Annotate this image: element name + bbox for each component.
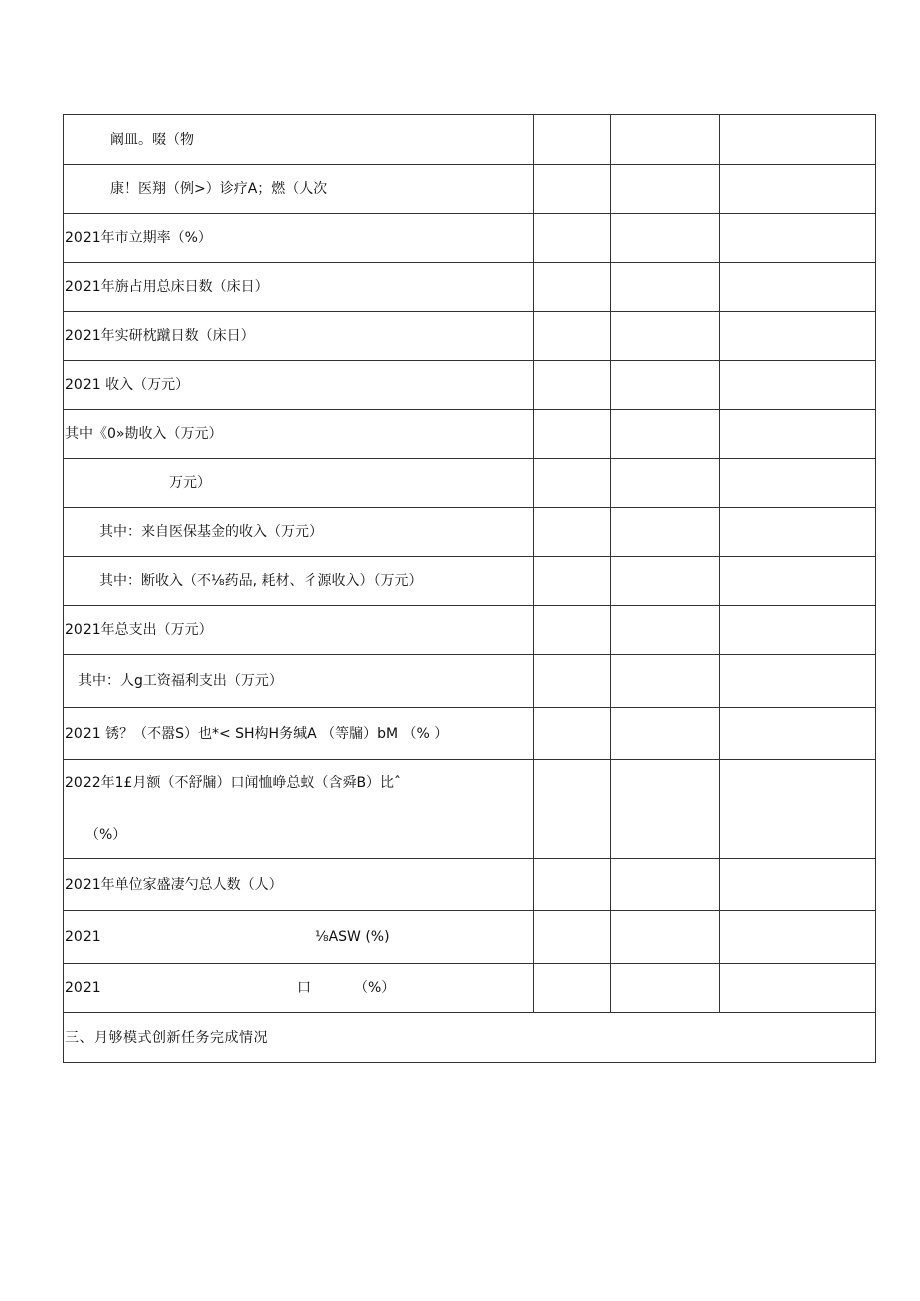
value-cell[interactable] xyxy=(534,165,611,214)
label-text: 阚皿。啜（物 xyxy=(110,131,194,148)
value-cell[interactable] xyxy=(534,760,611,859)
table-row xyxy=(64,361,876,410)
row-label xyxy=(64,410,534,459)
section-title: 三、月够模式创新任务完成情况 xyxy=(65,1029,268,1046)
label-text: 2021年旃占用总床日数（床日） xyxy=(65,279,269,295)
label-year: 2021 xyxy=(65,929,101,945)
table-row xyxy=(64,115,876,165)
row-label xyxy=(64,655,534,708)
value-cell[interactable] xyxy=(611,606,720,655)
row-label xyxy=(64,708,534,760)
table-row xyxy=(64,165,876,214)
label-year: 2021 xyxy=(65,980,101,996)
table-row xyxy=(64,410,876,459)
label-unit: （%） xyxy=(354,980,396,996)
row-label xyxy=(64,214,534,263)
value-cell[interactable] xyxy=(720,859,876,911)
value-cell[interactable] xyxy=(720,760,876,859)
row-label xyxy=(64,606,534,655)
table-row xyxy=(64,312,876,361)
table-row xyxy=(64,911,876,964)
value-cell[interactable] xyxy=(611,263,720,312)
value-cell[interactable] xyxy=(534,361,611,410)
table-row xyxy=(64,508,876,557)
value-cell[interactable] xyxy=(720,606,876,655)
label-text: ⅛ASW (%) xyxy=(315,929,390,945)
table-row xyxy=(64,859,876,911)
table-row xyxy=(64,557,876,606)
label-text: 2021 锈？（不嚣S）也*< SH构H务缄A （等牖）bM （% ） xyxy=(65,725,449,742)
value-cell[interactable] xyxy=(720,508,876,557)
value-cell[interactable] xyxy=(534,214,611,263)
row-label xyxy=(64,964,534,1013)
label-text: 其中：来自医保基金的收入（万元） xyxy=(99,524,323,540)
value-cell[interactable] xyxy=(611,312,720,361)
value-cell[interactable] xyxy=(720,410,876,459)
value-cell[interactable] xyxy=(611,859,720,911)
value-cell[interactable] xyxy=(534,115,611,165)
value-cell[interactable] xyxy=(720,361,876,410)
label-text: 2021年市立期率（%） xyxy=(65,230,212,246)
label-text: 其中《0»勘收入（万元） xyxy=(65,426,223,442)
value-cell[interactable] xyxy=(611,964,720,1013)
value-cell[interactable] xyxy=(611,557,720,606)
value-cell[interactable] xyxy=(720,165,876,214)
row-label xyxy=(64,165,534,214)
value-cell[interactable] xyxy=(720,214,876,263)
value-cell[interactable] xyxy=(534,459,611,508)
value-cell[interactable] xyxy=(534,606,611,655)
row-label xyxy=(64,557,534,606)
row-label xyxy=(64,859,534,911)
value-cell[interactable] xyxy=(534,312,611,361)
value-cell[interactable] xyxy=(534,263,611,312)
value-cell[interactable] xyxy=(611,410,720,459)
row-label xyxy=(64,459,534,508)
label-unit: （%） xyxy=(85,827,127,843)
value-cell[interactable] xyxy=(534,410,611,459)
row-label xyxy=(64,911,534,964)
value-cell[interactable] xyxy=(720,655,876,708)
table-row xyxy=(64,708,876,760)
row-label xyxy=(64,760,534,859)
row-label xyxy=(64,263,534,312)
table-row xyxy=(64,606,876,655)
value-cell[interactable] xyxy=(611,361,720,410)
value-cell[interactable] xyxy=(611,214,720,263)
section-row xyxy=(64,1013,876,1063)
row-label xyxy=(64,115,534,165)
table-row xyxy=(64,263,876,312)
value-cell[interactable] xyxy=(720,459,876,508)
label-text: 2021年总支出（万元） xyxy=(65,622,213,638)
label-text: 其中：人g工资福利支出（万元） xyxy=(78,673,283,689)
table-row xyxy=(64,760,876,859)
table-row xyxy=(64,655,876,708)
label-text: 万元） xyxy=(169,475,211,491)
table-row xyxy=(64,214,876,263)
value-cell[interactable] xyxy=(534,708,611,760)
row-label xyxy=(64,361,534,410)
label-text: 2022年1£月额（不舒牖）口闻恤峥总蚁（含舜B）比ˆ xyxy=(65,775,402,791)
value-cell[interactable] xyxy=(534,655,611,708)
value-cell[interactable] xyxy=(534,964,611,1013)
label-text: 2021 收入（万元） xyxy=(65,377,190,393)
row-label xyxy=(64,312,534,361)
value-cell[interactable] xyxy=(720,557,876,606)
value-cell[interactable] xyxy=(720,911,876,964)
value-cell[interactable] xyxy=(611,459,720,508)
value-cell[interactable] xyxy=(534,911,611,964)
value-cell[interactable] xyxy=(720,115,876,165)
statistics-table xyxy=(63,114,876,1063)
label-text: 其中：断收入（不⅛药品, 耗材、彳源收入）（万元） xyxy=(99,573,423,589)
value-cell[interactable] xyxy=(720,312,876,361)
value-cell[interactable] xyxy=(611,911,720,964)
value-cell[interactable] xyxy=(534,859,611,911)
label-text: 康！医翔（例>）诊疗A；燃（人次 xyxy=(110,181,328,197)
value-cell[interactable] xyxy=(611,165,720,214)
label-text: 2021年实研枕蹴日数（床日） xyxy=(65,328,255,344)
table-row xyxy=(64,964,876,1013)
value-cell[interactable] xyxy=(534,557,611,606)
value-cell[interactable] xyxy=(720,708,876,760)
label-text: 2021年单位家盛凄勺总人数（人） xyxy=(65,876,283,893)
label-glyph: 口 xyxy=(297,980,311,996)
value-cell[interactable] xyxy=(611,708,720,760)
section-title-cell xyxy=(64,1013,876,1063)
value-cell[interactable] xyxy=(534,508,611,557)
value-cell[interactable] xyxy=(720,263,876,312)
value-cell[interactable] xyxy=(611,508,720,557)
value-cell[interactable] xyxy=(611,115,720,165)
value-cell[interactable] xyxy=(720,964,876,1013)
table-row xyxy=(64,459,876,508)
row-label xyxy=(64,508,534,557)
value-cell[interactable] xyxy=(611,655,720,708)
value-cell[interactable] xyxy=(611,760,720,859)
